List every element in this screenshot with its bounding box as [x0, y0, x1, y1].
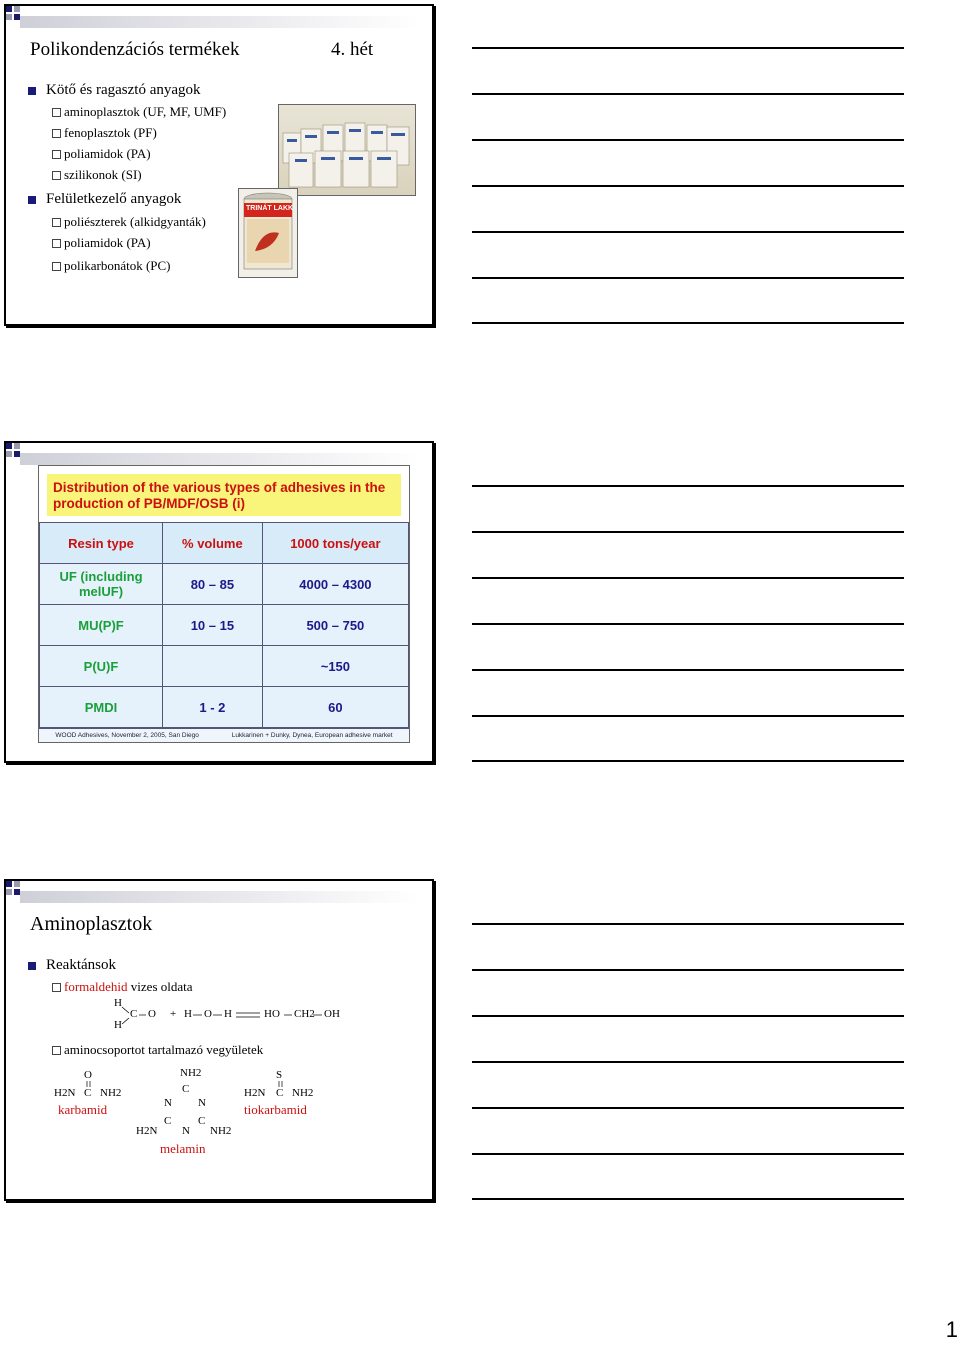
highlight-text: formaldehid: [64, 979, 128, 994]
compound-label: karbamid: [58, 1102, 108, 1117]
table-cell: MU(P)F: [40, 605, 163, 646]
list-item-amino: aminocsoportot tartalmazó vegyületek: [64, 1042, 264, 1057]
table-row: [40, 687, 409, 728]
table-cell: 500 – 750: [262, 605, 408, 646]
slide-decoration: [6, 6, 426, 28]
table-row: [40, 646, 409, 687]
page-number: 1: [945, 1317, 958, 1342]
bullet-coatings: Felületkezelő anyagok: [46, 191, 182, 207]
table-row: [40, 564, 409, 605]
header-cell: Resin type: [40, 523, 163, 564]
table-header-row: [40, 523, 409, 564]
thiourea-structure: S H2N C NH2 tiokarbamid: [244, 1069, 314, 1117]
urea-structure: O H2N C NH2 karbamid: [54, 1069, 122, 1117]
slide-decoration: [6, 443, 426, 465]
paint-can-photo: [238, 188, 298, 278]
list-item: poliészterek (alkidgyanták): [64, 214, 206, 229]
list-item: szilikonok (SI): [64, 167, 142, 182]
source-left: WOOD Adhesives, November 2, 2005, San Diego: [55, 732, 199, 739]
table-caption: Distribution of the various types of adhesives in the production of PB/MDF/OSB (i): [47, 474, 401, 516]
bullet-binders: Kötő és ragasztó anyagok: [46, 82, 201, 98]
list-item: poliamidok (PA): [64, 146, 151, 161]
table-cell: P(U)F: [40, 646, 163, 687]
table-cell: ~150: [262, 646, 408, 687]
table-cell: 10 – 15: [163, 605, 263, 646]
compound-label: tiokarbamid: [244, 1102, 307, 1117]
slide-title: Polikondenzációs termékek: [30, 39, 240, 60]
table-cell: 80 – 85: [163, 564, 263, 605]
table-cell: 1 - 2: [163, 687, 263, 728]
header-cell: % volume: [163, 523, 263, 564]
table-row: [40, 605, 409, 646]
table-cell: [163, 646, 263, 687]
list-item-formaldehyde: [64, 979, 193, 995]
adhesive-distribution-table: [38, 465, 410, 743]
slide-title: Aminoplasztok: [30, 913, 153, 935]
header-cell: 1000 tons/year: [262, 523, 408, 564]
table-source: [39, 728, 409, 742]
bullet-reactants: Reaktánsok: [46, 957, 116, 973]
slide-decoration: [6, 881, 426, 903]
slide-1: [4, 4, 434, 326]
slide-3: [4, 879, 434, 1201]
list-item: fenoplasztok (PF): [64, 125, 157, 140]
list-item: aminoplasztok (UF, MF, UMF): [64, 104, 227, 119]
adhesive-bags-photo: [278, 104, 416, 196]
item-text: vizes oldata: [127, 979, 193, 994]
list-item: poliamidok (PA): [64, 235, 151, 250]
compound-label: melamin: [160, 1141, 206, 1156]
can-label: TRINÁT LAKK: [246, 205, 294, 212]
table-cell: 4000 – 4300: [262, 564, 408, 605]
formaldehyde-equation: H H C O + H O H HO CH2 OH: [114, 997, 340, 1031]
list-item: polikarbonátok (PC): [64, 258, 171, 273]
slide-2: [4, 441, 434, 763]
week-label: 4. hét: [331, 39, 374, 60]
table-cell: UF (including melUF): [40, 564, 163, 605]
source-right: Lukkarinen + Dunky, Dynea, European adhesive market: [231, 732, 393, 739]
table-cell: PMDI: [40, 687, 163, 728]
table-cell: 60: [262, 687, 408, 728]
melamine-structure: NH2 C N N C C N H2N NH2 melamin: [136, 1067, 232, 1156]
